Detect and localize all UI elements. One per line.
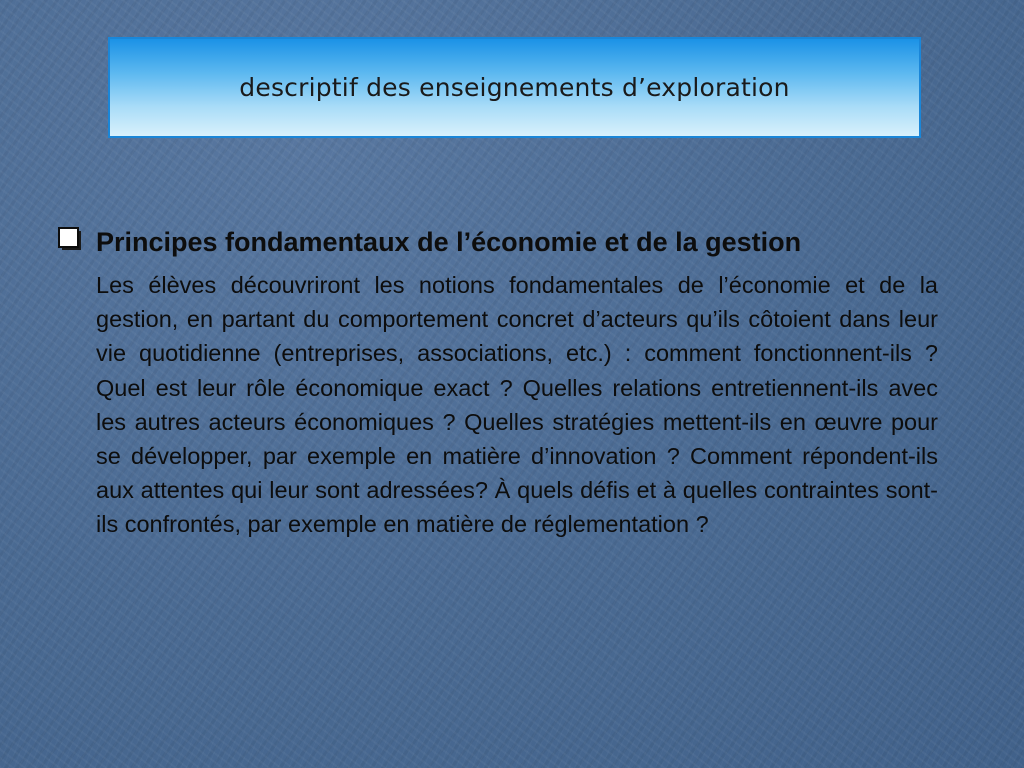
bullet-body-text: Les élèves découvriront les notions fondamentales de l’économie et de la gestion, en partant du comportement concret d’acteurs qu’ils côtoient dans leur vie quotidienne (entreprises, associations, etc.) : comment fonctionnent-ils ? Quel est leur rôle économique exact ? Quelles relations entretiennent-ils avec les autres acteurs économiques ? Quelles stratégies mettent-ils en œuvre pour se développer, par exemple en matière d’innovation ? Comment répondent-ils aux attentes qui leur sont adressées? À quels défis et à quelles contraintes sont-ils confrontés, par exemple en matière de réglementation ? (96, 272, 938, 538)
slide-content (58, 222, 938, 542)
slide-title: descriptif des enseignements d’exploration (239, 73, 790, 102)
bullet-heading: Principes fondamentaux de l’économie et de la gestion (96, 227, 802, 257)
slide-title-box (108, 37, 921, 138)
bullet-item (58, 222, 938, 262)
checkbox-bullet-icon (58, 227, 84, 253)
